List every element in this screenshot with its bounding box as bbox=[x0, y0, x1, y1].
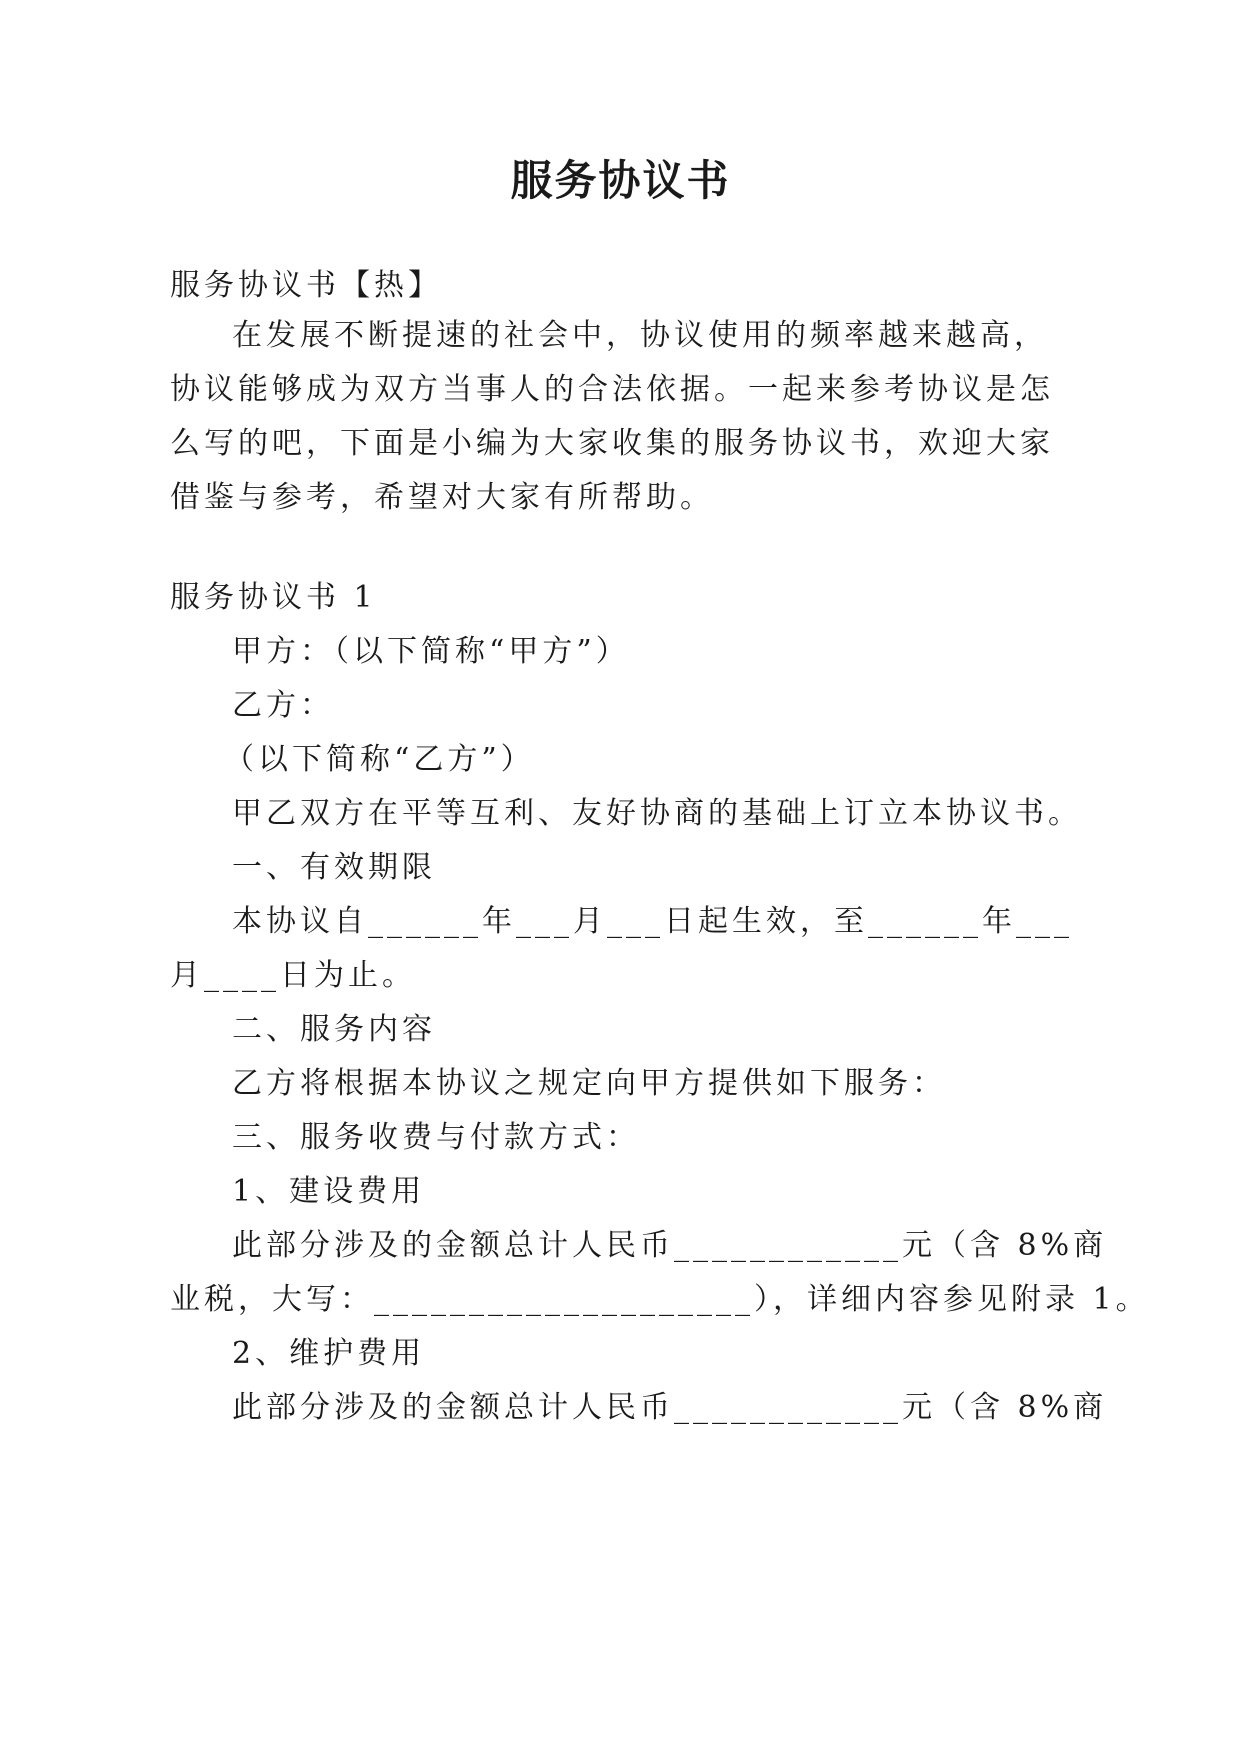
section-title: 服务协议书 1 bbox=[170, 580, 377, 615]
fee-heading: 三、服务收费与付款方式： bbox=[232, 1120, 640, 1155]
party-b-line: 乙方： bbox=[232, 688, 334, 723]
intro-line-3: 么写的吧，下面是小编为大家收集的服务协议书，欢迎大家 bbox=[170, 426, 1054, 461]
term-line-2: 月____日为止。 bbox=[170, 958, 416, 993]
content-heading: 二、服务内容 bbox=[232, 1012, 436, 1047]
intro-line-4: 借鉴与参考，希望对大家有所帮助。 bbox=[170, 480, 714, 515]
term-line-1: 本协议自______年___月___日起生效，至______年___ bbox=[232, 904, 1073, 939]
content-text: 乙方将根据本协议之规定向甲方提供如下服务： bbox=[232, 1066, 946, 1101]
document-heading: 服务协议书【热】 bbox=[170, 268, 442, 303]
fee1-heading: 1、建设费用 bbox=[232, 1174, 426, 1209]
intro-line-1: 在发展不断提速的社会中，协议使用的频率越来越高， bbox=[232, 318, 1048, 353]
document-title: 服务协议书 bbox=[510, 156, 731, 205]
fee1-line-2: 业税，大写：____________________），详细内容参见附录 1。 bbox=[170, 1282, 1150, 1317]
fee2-heading: 2、维护费用 bbox=[232, 1336, 426, 1371]
preamble-line: 甲乙双方在平等互利、友好协商的基础上订立本协议书。 bbox=[232, 796, 1082, 831]
fee2-line-1: 此部分涉及的金额总计人民币____________元（含 8%商 bbox=[232, 1390, 1108, 1425]
party-a-line: 甲方：（以下简称“甲方”） bbox=[232, 634, 630, 669]
party-b-note: （以下简称“乙方”） bbox=[224, 742, 535, 777]
term-heading: 一、有效期限 bbox=[232, 850, 436, 885]
intro-line-2: 协议能够成为双方当事人的合法依据。一起来参考协议是怎 bbox=[170, 372, 1054, 407]
fee1-line-1: 此部分涉及的金额总计人民币____________元（含 8%商 bbox=[232, 1228, 1108, 1263]
